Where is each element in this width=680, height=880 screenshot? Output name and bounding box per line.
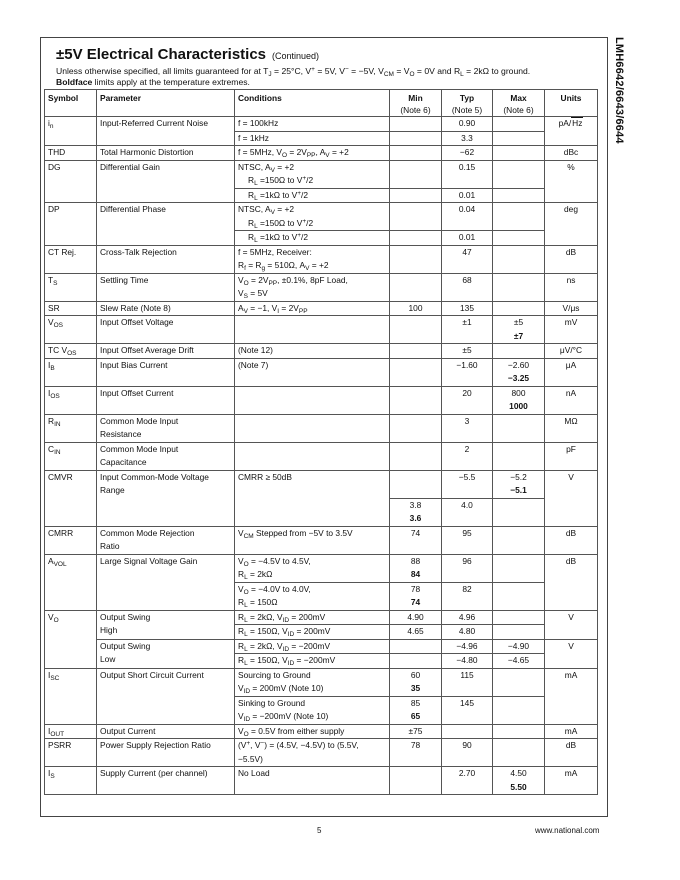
min-cell [390, 316, 442, 344]
min-cell: 3.8 3.6 [390, 498, 442, 526]
min-cell [390, 203, 442, 231]
units-cell: dB [545, 526, 598, 554]
conditions-cell: (V+, V−) = (4.5V, −4.5V) to (5.5V, −5.5V) [235, 739, 390, 767]
min-cell [390, 654, 442, 669]
min-cell: 60 35 [390, 668, 442, 696]
parameter-cell: Output Swing High [97, 610, 235, 639]
min-cell: 78 [390, 739, 442, 767]
table-row [45, 245, 598, 273]
min-cell: 85 65 [390, 696, 442, 724]
units-cell: mA [545, 668, 598, 724]
header-symbol: Symbol [45, 90, 97, 117]
table-row [45, 160, 598, 188]
max-cell [493, 582, 545, 610]
max-cell [493, 442, 545, 470]
footer-url[interactable]: www.national.com [535, 826, 600, 835]
parameter-cell: Total Harmonic Distortion [97, 146, 235, 161]
max-cell: −2.60 −3.25 [493, 358, 545, 386]
units-cell: V [545, 470, 598, 526]
table-row [45, 273, 598, 301]
conditions-cell: $V_O = -4.0V$ to 4.0V, $R_L = 150\Omega$ [235, 582, 390, 610]
symbol-cell: DP [45, 203, 97, 246]
typ-cell: 82 [442, 582, 493, 610]
typ-cell: −4.96 [442, 639, 493, 654]
typ-cell: 4.0 [442, 498, 493, 526]
table-row [45, 146, 598, 161]
symbol-cell: DG [45, 160, 97, 203]
part-number-side-title [611, 37, 627, 297]
min-cell: 74 [390, 526, 442, 554]
symbol-cell: CMRR [45, 526, 97, 554]
typ-cell: −4.80 [442, 654, 493, 669]
conditions-cell: $R_L =1k\Omega$ to V+/2 [235, 188, 390, 203]
table-row [45, 414, 598, 442]
conditions-cell: f = 5MHz, $V_O = 2V_{PP}$, $A_V = +2$ [235, 146, 390, 161]
max-cell [493, 498, 545, 526]
intro-boldface-word: Boldface [56, 77, 93, 87]
table-row [45, 301, 598, 316]
conditions-cell: NTSC, $A_V = +2$ $R_L =150\Omega$ to V+/2 [235, 203, 390, 231]
table-row [45, 203, 598, 231]
min-cell [390, 131, 442, 146]
typ-cell: ±1 [442, 316, 493, 344]
parameter-cell: Large Signal Voltage Gain [97, 554, 235, 610]
units-cell: MΩ [545, 414, 598, 442]
typ-cell: 2 [442, 442, 493, 470]
max-cell: 4.50 5.50 [493, 767, 545, 795]
min-cell [390, 767, 442, 795]
parameter-cell: Common Mode Input Resistance [97, 414, 235, 442]
typ-cell: 68 [442, 273, 493, 301]
section-title-text: ±5V Electrical Characteristics [56, 46, 267, 63]
table-row [45, 386, 598, 414]
conditions-cell: $A_V = -1$, $V_I = 2V_{PP}$ [235, 301, 390, 316]
conditions-cell [235, 316, 390, 344]
conditions-cell [235, 442, 390, 470]
table-row [45, 470, 598, 498]
symbol-cell: $I_{OUT}$ [45, 724, 97, 739]
max-cell [493, 668, 545, 696]
max-cell [493, 245, 545, 273]
parameter-cell: Common Mode Rejection Ratio [97, 526, 235, 554]
conditions-cell: $V_{CM}$ Stepped from −5V to 3.5V [235, 526, 390, 554]
conditions-cell: CMRR ≥ 50dB [235, 470, 390, 526]
units-cell: nA [545, 386, 598, 414]
parameter-cell: Settling Time [97, 273, 235, 301]
max-cell [493, 554, 545, 582]
typ-cell: 4.96 [442, 610, 493, 625]
parameter-cell: Output Current [97, 724, 235, 739]
units-cell: dB [545, 739, 598, 767]
table-row [45, 358, 598, 386]
conditions-cell: $R_L = 150\Omega$, $V_{ID} = -200mV$ [235, 654, 390, 669]
parameter-cell: Input Offset Voltage [97, 316, 235, 344]
conditions-cell: $R_L =1k\Omega$ to V+/2 [235, 231, 390, 246]
symbol-cell: SR [45, 301, 97, 316]
typ-cell: 96 [442, 554, 493, 582]
table-row [45, 668, 598, 696]
typ-cell [442, 724, 493, 739]
symbol-cell: $I_{SC}$ [45, 668, 97, 724]
conditions-cell: Sinking to Ground $V_{ID} = -200mV$ (Note 10) [235, 696, 390, 724]
min-cell [390, 442, 442, 470]
intro-paragraph: Unless otherwise specified, all limits guaranteed for at $T_J = 25^\circ C$, V+ = 5V, V− = −5V, $V_{CM} = V_O = 0V$ and $R_L = 2k\Omega$ to ground. Boldface limits apply at the temperature extremes. [56, 66, 531, 87]
max-cell: ±5 ±7 [493, 316, 545, 344]
units-cell: μV/°C [545, 344, 598, 359]
typ-cell: −5.5 [442, 470, 493, 498]
table-row [45, 724, 598, 739]
symbol-cell: $T_S$ [45, 273, 97, 301]
typ-cell: −1.60 [442, 358, 493, 386]
parameter-cell: Power Supply Rejection Ratio [97, 739, 235, 767]
symbol-cell: THD [45, 146, 97, 161]
min-cell [390, 414, 442, 442]
typ-cell: 145 [442, 696, 493, 724]
units-cell: dB [545, 245, 598, 273]
max-cell [493, 146, 545, 161]
max-cell [493, 724, 545, 739]
min-cell [390, 639, 442, 654]
typ-cell: 47 [442, 245, 493, 273]
conditions-cell: $V_O = -4.5V$ to 4.5V, $R_L = 2k\Omega$ [235, 554, 390, 582]
conditions-cell [235, 386, 390, 414]
units-cell: mA [545, 724, 598, 739]
symbol-cell: $V_O$ [45, 610, 97, 668]
max-cell [493, 131, 545, 146]
max-cell [493, 414, 545, 442]
units-cell: dBc [545, 146, 598, 161]
conditions-cell: f = 5MHz, Receiver: $R_f = R_g = 510\Omega$, $A_V = +2$ [235, 245, 390, 273]
symbol-cell: PSRR [45, 739, 97, 767]
min-cell [390, 273, 442, 301]
typ-cell: 0.90 [442, 117, 493, 132]
typ-cell: 4.80 [442, 625, 493, 640]
table-row [45, 344, 598, 359]
intro-lead-text: Unless otherwise specified, all limits guaranteed for at T [56, 66, 269, 76]
table-row [45, 554, 598, 582]
typ-cell: 115 [442, 668, 493, 696]
min-cell [390, 386, 442, 414]
conditions-cell [235, 414, 390, 442]
units-cell: mV [545, 316, 598, 344]
header-typ: Typ (Note 5) [442, 90, 493, 117]
max-cell [493, 203, 545, 231]
min-cell [390, 245, 442, 273]
min-cell [390, 231, 442, 246]
units-cell: μA [545, 358, 598, 386]
symbol-cell: $C_{IN}$ [45, 442, 97, 470]
header-conditions: Conditions [235, 90, 390, 117]
electrical-characteristics-table [44, 89, 598, 795]
units-cell: pF [545, 442, 598, 470]
conditions-cell: $V_O = 2V_{PP}$, ±0.1%, 8pF Load, $V_S = 5V$ [235, 273, 390, 301]
max-cell [493, 344, 545, 359]
min-cell: ±75 [390, 724, 442, 739]
min-cell [390, 188, 442, 203]
max-cell [493, 739, 545, 767]
header-parameter: Parameter [97, 90, 235, 117]
symbol-cell: $I_S$ [45, 767, 97, 795]
symbol-cell: CT Rej. [45, 245, 97, 273]
conditions-cell: f = 100kHz [235, 117, 390, 132]
conditions-cell: $R_L = 150\Omega$, $V_{ID} = 200mV$ [235, 625, 390, 640]
symbol-cell: $A_{VOL}$ [45, 554, 97, 610]
max-cell: −4.65 [493, 654, 545, 669]
conditions-cell: NTSC, $A_V = +2$ $R_L =150\Omega$ to V+/2 [235, 160, 390, 188]
max-cell [493, 696, 545, 724]
max-cell [493, 301, 545, 316]
table-row [45, 739, 598, 767]
conditions-cell: $V_O = 0.5V$ from either supply [235, 724, 390, 739]
min-cell: 4.90 [390, 610, 442, 625]
min-cell [390, 117, 442, 132]
conditions-cell: (Note 12) [235, 344, 390, 359]
min-cell [390, 160, 442, 188]
typ-cell: 2.70 [442, 767, 493, 795]
side-title-text: LMH6642/6643/6644 [613, 37, 625, 144]
table-row [45, 767, 598, 795]
parameter-cell: Cross-Talk Rejection [97, 245, 235, 273]
parameter-cell: Input Offset Average Drift [97, 344, 235, 359]
header-min: Min (Note 6) [390, 90, 442, 117]
units-cell: V [545, 610, 598, 639]
max-cell: 800 1000 [493, 386, 545, 414]
units-cell: % [545, 160, 598, 203]
intro-tail-text: limits apply at the temperature extremes. [92, 77, 250, 87]
parameter-cell: Output Swing Low [97, 639, 235, 668]
parameter-cell: Differential Phase [97, 203, 235, 246]
table-row [45, 610, 598, 625]
max-cell [493, 188, 545, 203]
title-continued-note: (Continued) [272, 51, 320, 61]
parameter-cell: Supply Current (per channel) [97, 767, 235, 795]
parameter-cell: Slew Rate (Note 8) [97, 301, 235, 316]
units-cell: ns [545, 273, 598, 301]
typ-cell: −62 [442, 146, 493, 161]
table-row [45, 117, 598, 132]
symbol-cell: $I_{OS}$ [45, 386, 97, 414]
min-cell [390, 358, 442, 386]
typ-cell: 0.15 [442, 160, 493, 188]
typ-cell: 20 [442, 386, 493, 414]
parameter-cell: Common Mode Input Capacitance [97, 442, 235, 470]
max-cell [493, 231, 545, 246]
conditions-cell: $R_L = 2k\Omega$, $V_{ID} = -200mV$ [235, 639, 390, 654]
symbol-cell: $R_{IN}$ [45, 414, 97, 442]
header-max: Max (Note 6) [493, 90, 545, 117]
units-cell: V [545, 639, 598, 668]
symbol-cell: TC $V_{OS}$ [45, 344, 97, 359]
min-cell [390, 344, 442, 359]
typ-cell: 3 [442, 414, 493, 442]
max-cell [493, 625, 545, 640]
units-cell: deg [545, 203, 598, 246]
units-cell: mA [545, 767, 598, 795]
max-cell [493, 526, 545, 554]
max-cell [493, 610, 545, 625]
conditions-cell: No Load [235, 767, 390, 795]
table-row [45, 442, 598, 470]
typ-cell: 95 [442, 526, 493, 554]
min-cell: 88 84 [390, 554, 442, 582]
typ-cell: 135 [442, 301, 493, 316]
min-cell [390, 470, 442, 498]
typ-cell: ±5 [442, 344, 493, 359]
conditions-cell: $R_L = 2k\Omega$, $V_{ID} = 200mV$ [235, 610, 390, 625]
parameter-cell: Input Bias Current [97, 358, 235, 386]
typ-cell: 0.01 [442, 231, 493, 246]
units-cell: V/μs [545, 301, 598, 316]
max-cell: −4.90 [493, 639, 545, 654]
units-cell: dB [545, 554, 598, 610]
table-row [45, 316, 598, 344]
conditions-cell: f = 1kHz [235, 131, 390, 146]
section-title [56, 46, 319, 63]
parameter-cell: Input Common-Mode Voltage Range [97, 470, 235, 526]
table-row [45, 639, 598, 654]
table-row [45, 526, 598, 554]
max-cell [493, 273, 545, 301]
units-cell: pA/Hz [545, 117, 598, 146]
max-cell: −5.2 −5.1 [493, 470, 545, 498]
max-cell [493, 160, 545, 188]
typ-cell: 0.04 [442, 203, 493, 231]
header-units: Units [545, 90, 598, 117]
symbol-cell: CMVR [45, 470, 97, 526]
min-cell: 78 74 [390, 582, 442, 610]
typ-cell: 0.01 [442, 188, 493, 203]
conditions-cell: (Note 7) [235, 358, 390, 386]
max-cell [493, 117, 545, 132]
symbol-cell: $i_n$ [45, 117, 97, 146]
symbol-cell: $I_B$ [45, 358, 97, 386]
min-cell: 4.65 [390, 625, 442, 640]
typ-cell: 90 [442, 739, 493, 767]
conditions-cell: Sourcing to Ground $V_{ID} = 200mV$ (Note 10) [235, 668, 390, 696]
parameter-cell: Output Short Circuit Current [97, 668, 235, 724]
parameter-cell: Differential Gain [97, 160, 235, 203]
typ-cell: 3.3 [442, 131, 493, 146]
table-header-row [45, 90, 598, 117]
min-cell [390, 146, 442, 161]
symbol-cell: $V_{OS}$ [45, 316, 97, 344]
parameter-cell: Input-Referred Current Noise [97, 117, 235, 146]
parameter-cell: Input Offset Current [97, 386, 235, 414]
page-number: 5 [317, 826, 322, 835]
min-cell: 100 [390, 301, 442, 316]
